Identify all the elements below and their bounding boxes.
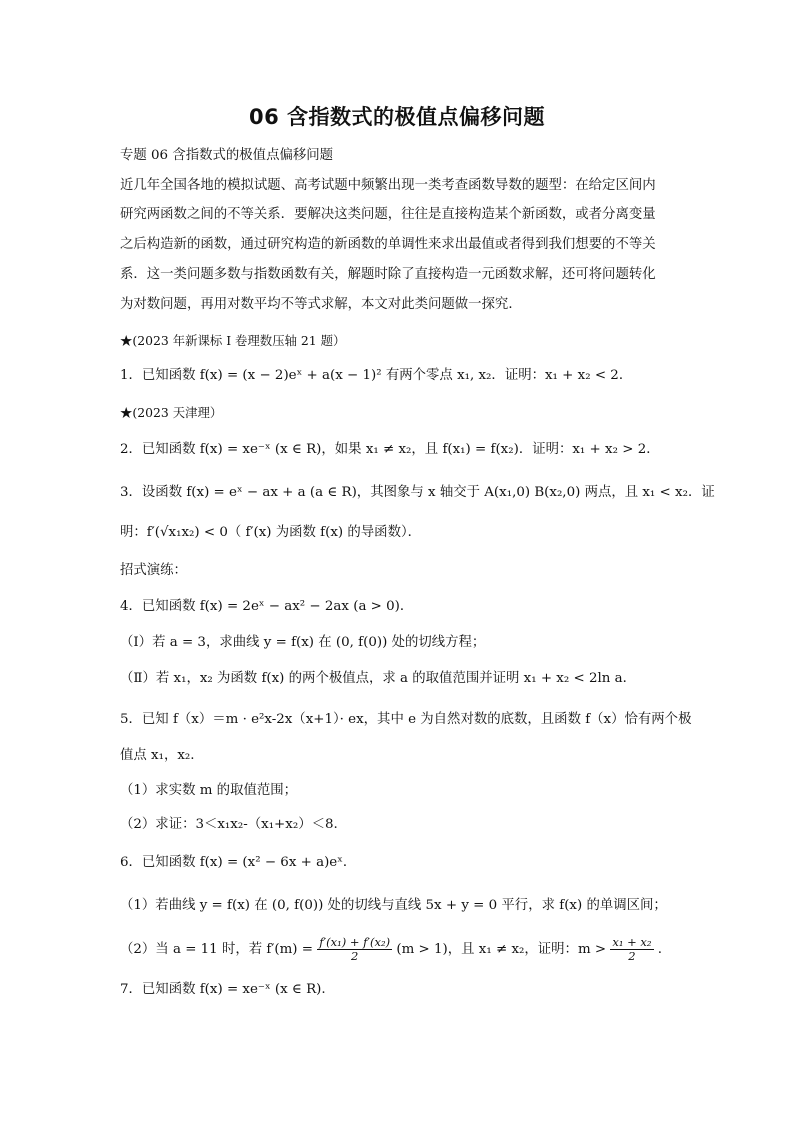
question-3-line-2: 明：f′(√x₁x₂) < 0（ f′(x) 为函数 f(x) 的导函数）． [120,525,422,540]
question-5-part-2: （2）求证：3＜x₁x₂-（x₁+x₂）＜8. [120,817,338,832]
q6-fraction-1-numerator: f′(x₁) + f′(x₂) [319,935,391,949]
question-4: 4．已知函数 f(x) = 2eˣ − ax² − 2ax (a > 0)． [120,599,414,614]
source-2: ★(2023 天津理） [120,405,223,420]
question-6: 6．已知函数 f(x) = (x² − 6x + a)eˣ． [120,855,357,870]
doc-title: 06 含指数式的极值点偏移问题 [248,105,546,129]
practice-heading: 招式演练： [120,563,187,578]
intro-line-5: 为对数问题，再用对数平均不等式求解，本文对此类问题做一探究． [120,297,522,312]
question-4-part-2: （Ⅱ）若 x₁，x₂ 为函数 f(x) 的两个极值点，求 a 的取值范围并证明 x₁ + x₂ < 2ln a． [120,671,637,686]
question-6-part-1: （1）若曲线 y = f(x) 在 (0, f(0)) 处的切线与直线 5x + y = 0 平行，求 f(x) 的单调区间； [120,898,667,913]
q6-fraction-1 [317,936,392,963]
question-2: 2．已知函数 f(x) = xe⁻ˣ (x ∈ R)，如果 x₁ ≠ x₂，且 f(x₁) = f(x₂)．证明：x₁ + x₂ > 2． [120,442,660,457]
q6-fraction-2-denominator: 2 [628,949,636,963]
question-5-line-1: 5．已知 f（x）＝m · e²x-2x（x+1）· ex，其中 e 为自然对数的底数，且函数 f（x）恰有两个极 [120,712,692,727]
intro-line-1: 近几年全国各地的模拟试题、高考试题中频繁出现一类考查函数导数的题型：在给定区间内 [120,178,656,193]
intro-line-3: 之后构造新的函数，通过研究构造的新函数的单调性来求出最值或者得到我们想要的不等关 [120,237,656,252]
question-6-part-2 [120,936,680,963]
q6-part2-middle: (m > 1)，且 x₁ ≠ x₂，证明：m > [396,942,607,957]
intro-line-4: 系．这一类问题多数与指数函数有关，解题时除了直接构造一元函数求解，还可将问题转化 [120,267,656,282]
intro-line-2: 研究两函数之间的不等关系．要解决这类问题，往往是直接构造某个新函数，或者分离变量 [120,207,656,222]
question-5-part-1: （1）求实数 m 的取值范围； [120,783,298,798]
question-3-line-1: 3．设函数 f(x) = eˣ − ax + a (a ∈ R)，其图象与 x 轴交于 A(x₁,0) B(x₂,0) 两点，且 x₁ < x₂．证 [120,485,715,500]
q6-fraction-2-numerator: x₁ + x₂ [612,935,652,949]
question-7: 7．已知函数 f(x) = xe⁻ˣ (x ∈ R). [120,982,326,997]
question-1: 1．已知函数 f(x) = (x − 2)eˣ + a(x − 1)² 有两个零点 x₁, x₂．证明：x₁ + x₂ < 2． [120,368,633,383]
question-4-part-1: （Ⅰ）若 a = 3，求曲线 y = f(x) 在 (0, f(0)) 处的切线方程； [120,635,486,650]
q6-fraction-1-denominator: 2 [351,949,359,963]
question-5-line-2: 值点 x₁，x₂. [120,748,195,763]
q6-fraction-2 [610,936,653,963]
q6-part2-prefix: （2）当 a = 11 时，若 f′(m) = [120,942,314,957]
source-1: ★(2023 年新课标 I 卷理数压轴 21 题） [120,333,346,348]
q6-part2-end: . [657,942,663,957]
doc-subtitle: 专题 06 含指数式的极值点偏移问题 [120,148,334,163]
